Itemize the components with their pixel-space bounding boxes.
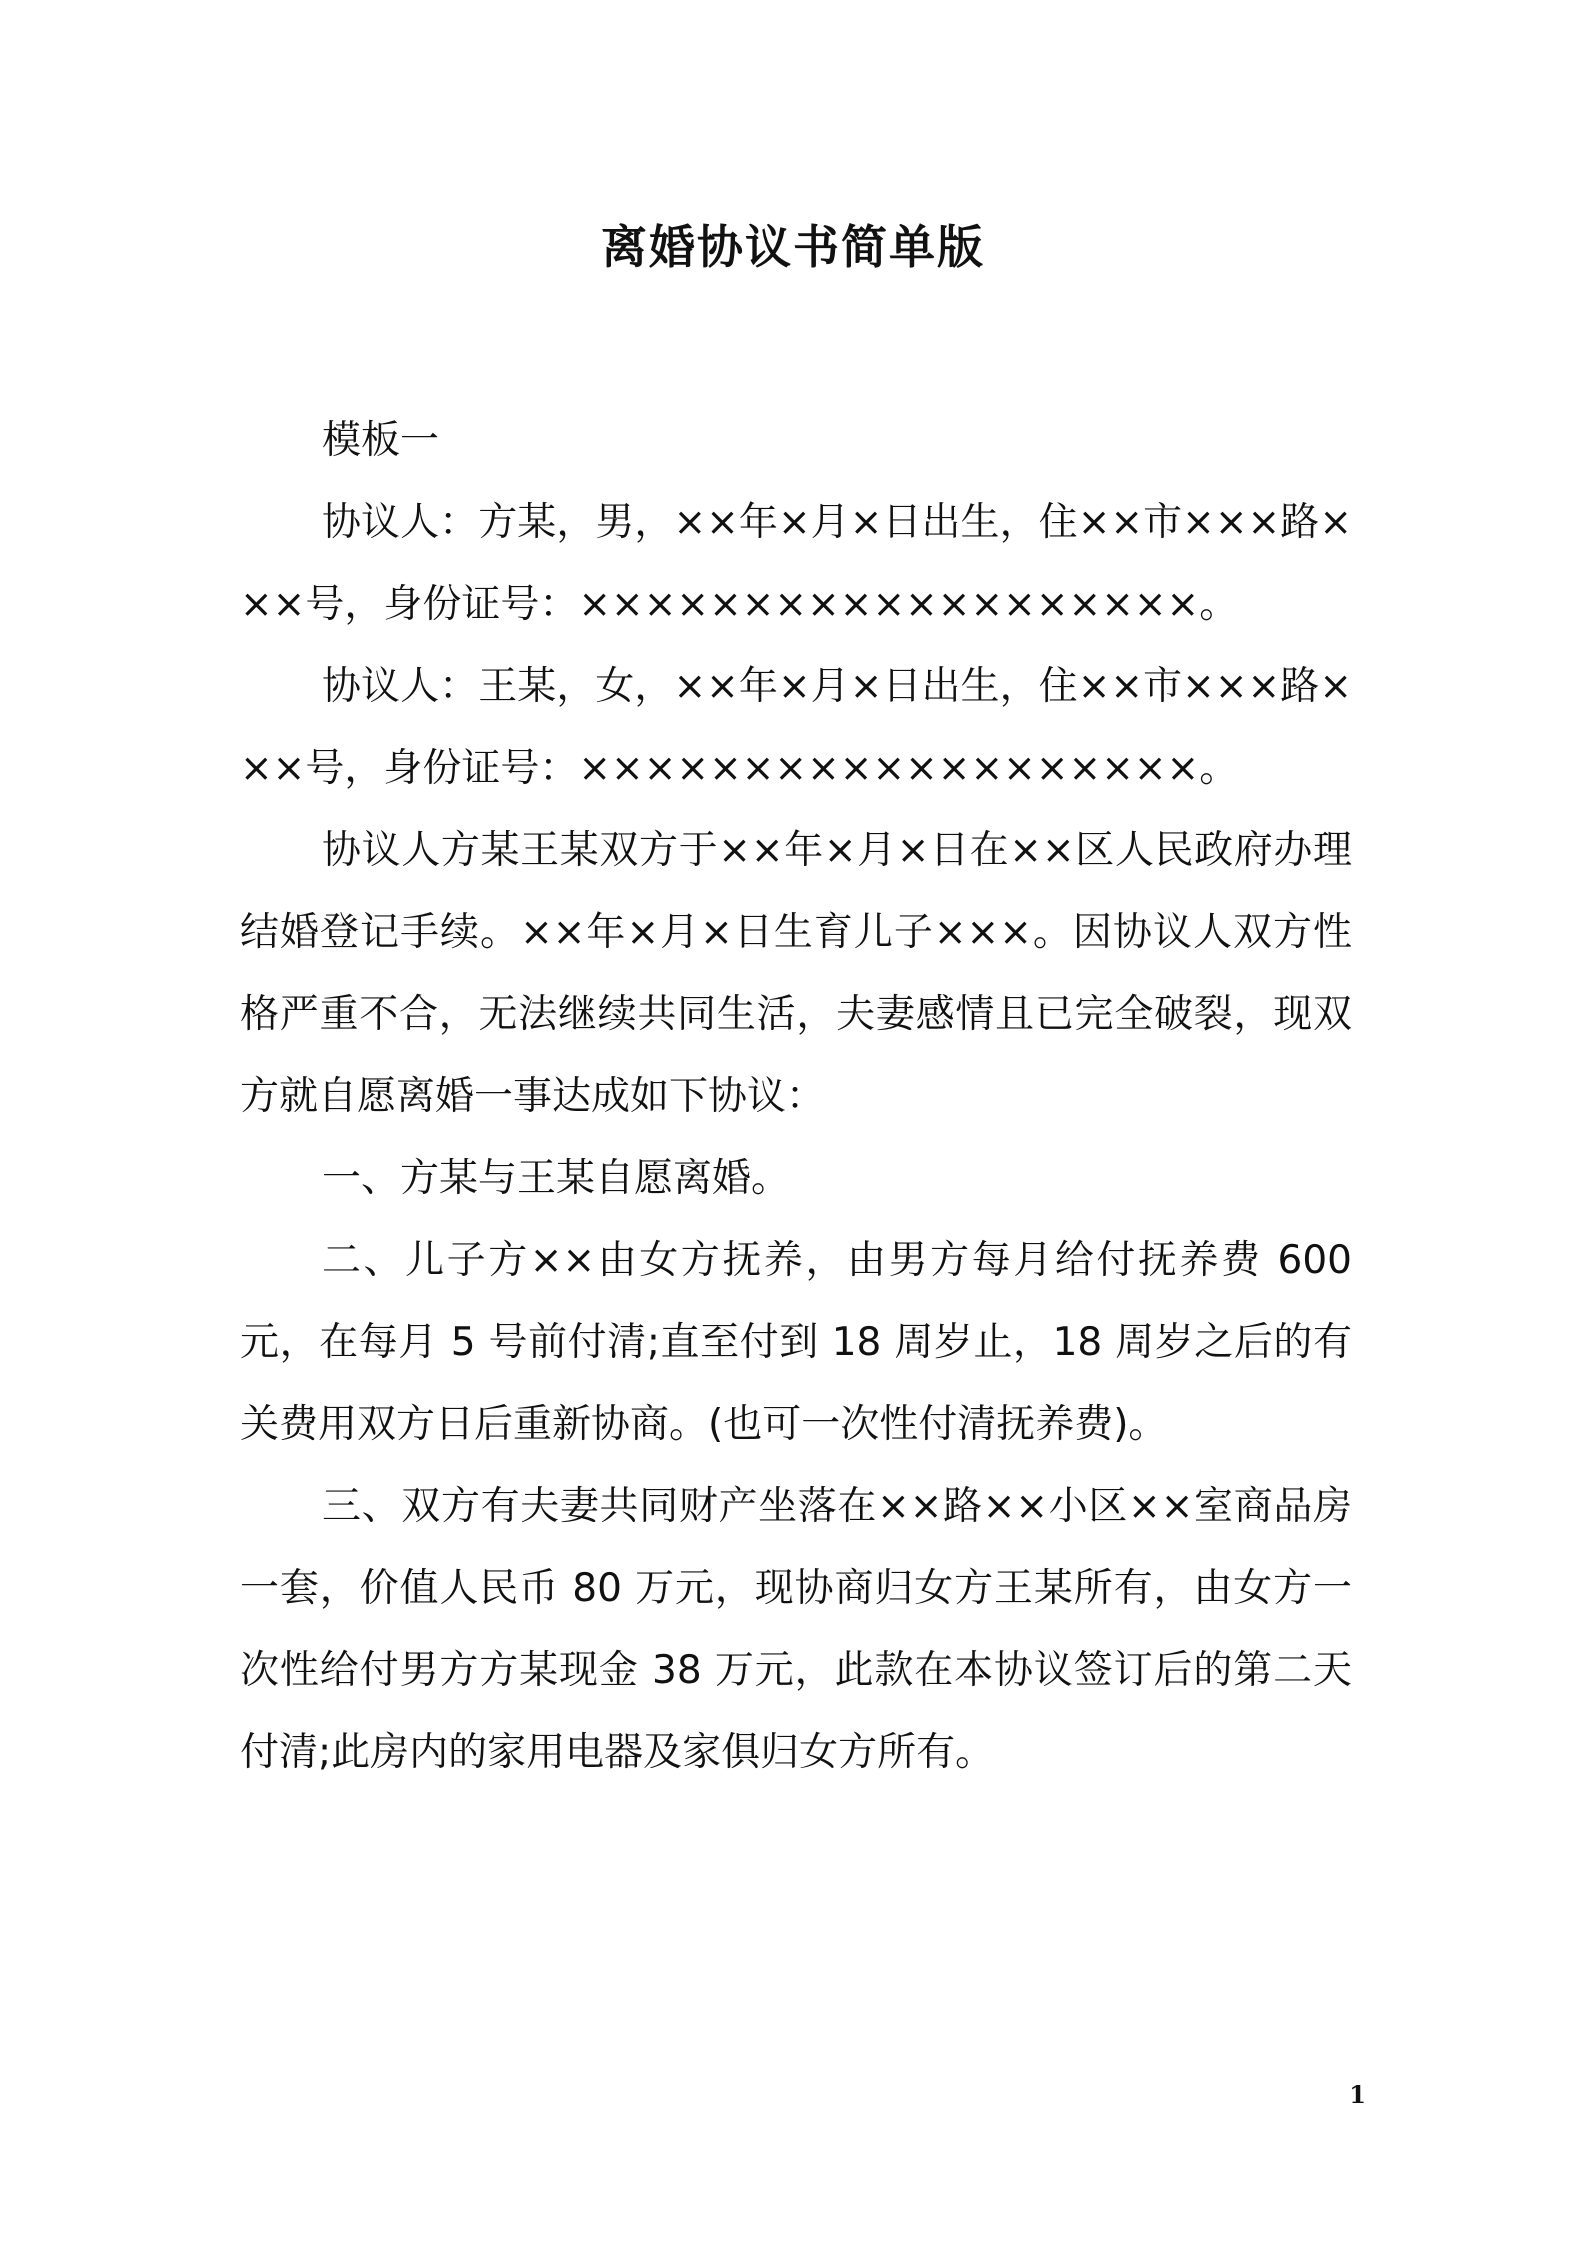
document-body bbox=[240, 400, 1352, 1794]
clause-three-paragraph: 三、双方有夫妻共同财产坐落在××路××小区××室商品房一套，价值人民币 80 万元，现协商归女方王某所有，由女方一次性给付男方方某现金 38 万元，此款在本协议签订后的第二天付清;此房内的家用电器及家俱归女方所有。 bbox=[240, 1484, 1352, 1775]
document-title: 离婚协议书简单版 bbox=[601, 220, 985, 274]
party-two-paragraph: 协议人：王某，女，××年×月×日出生，住××市×××路×××号，身份证号：×××××××××××××××××××。 bbox=[240, 664, 1352, 791]
clause-one-paragraph: 一、方某与王某自愿离婚。 bbox=[322, 1156, 791, 1201]
party-one-paragraph: 协议人：方某，男，××年×月×日出生，住××市×××路×××号，身份证号：×××××××××××××××××××。 bbox=[240, 500, 1352, 627]
clause-two-paragraph: 二、儿子方××由女方抚养，由男方每月给付抚养费 600 元，在每月 5 号前付清;直至付到 18 周岁止，18 周岁之后的有关费用双方日后重新协商。(也可一次性付清抚养费)。 bbox=[240, 1238, 1352, 1447]
template-heading: 模板一 bbox=[322, 418, 440, 463]
page-number: 1 bbox=[1349, 2080, 1366, 2109]
agreement-intro-paragraph: 协议人方某王某双方于××年×月×日在××区人民政府办理结婚登记手续。××年×月×日生育儿子×××。因协议人双方性格严重不合，无法继续共同生活，夫妻感情且已完全破裂，现双方就自愿离婚一事达成如下协议： bbox=[240, 828, 1352, 1119]
